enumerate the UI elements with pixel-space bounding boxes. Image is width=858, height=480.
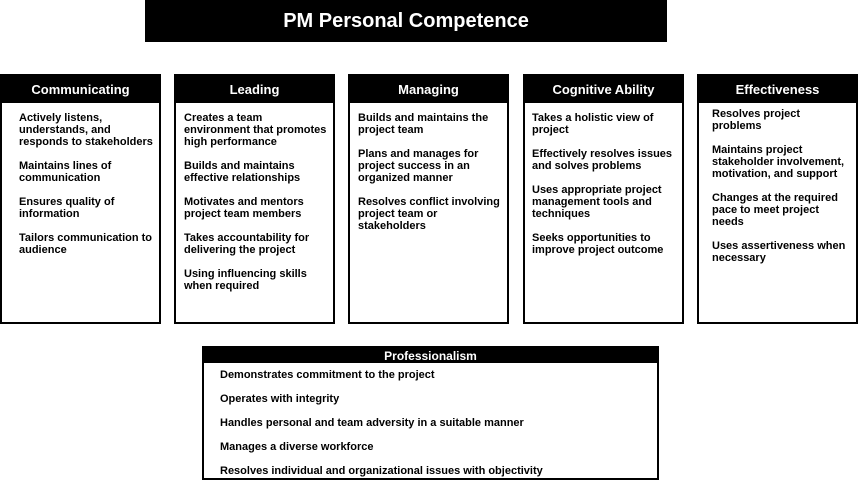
competence-column-managing [348,74,509,324]
column-item-list [350,103,507,232]
competence-column-communicating [0,74,161,324]
column-heading: Managing [350,76,507,103]
competence-column-effectiveness [697,74,858,324]
list-item: Builds and maintains effective relationships [184,160,301,184]
competence-box-professionalism [202,346,659,480]
list-item: Maintains project stakeholder involvement, motivation, and support [712,144,845,180]
list-item: Builds and maintains the project team [358,112,489,136]
list-item: Changes at the required pace to meet project needs [712,192,838,228]
column-heading: Leading [176,76,333,103]
list-item: Using influencing skills when required [184,268,307,292]
professionalism-heading: Professionalism [204,348,657,363]
column-item-list [525,103,682,256]
list-item: Tailors communication to audience [19,232,153,256]
list-item: Ensures quality of information [19,196,115,220]
diagram-title: PM Personal Competence [145,0,667,42]
list-item: Handles personal and team adversity in a suitable manner [220,417,524,429]
list-item: Resolves conflict involving project team or stakeholders [358,196,500,232]
list-item: Creates a team environment that promotes high performance [184,112,327,148]
list-item: Uses appropriate project management tools and techniques [532,184,662,220]
competence-column-leading [174,74,335,324]
list-item: Motivates and mentors project team members [184,196,304,220]
column-item-list [699,103,856,264]
professionalism-item-list [204,363,657,477]
column-heading: Communicating [2,76,159,103]
list-item: Effectively resolves issues and solves problems [532,148,673,172]
list-item: Resolves individual and organizational issues with objectivity [220,465,543,477]
column-heading: Effectiveness [699,76,856,103]
list-item: Demonstrates commitment to the project [220,369,435,381]
list-item: Operates with integrity [220,393,340,405]
list-item: Plans and manages for project success in an organized manner [358,148,479,184]
competence-column-cognitive-ability [523,74,684,324]
list-item: Takes a holistic view of project [532,112,654,136]
column-heading: Cognitive Ability [525,76,682,103]
list-item: Resolves project problems [712,108,801,132]
list-item: Uses assertiveness when necessary [712,240,846,264]
list-item: Seeks opportunities to improve project outcome [532,232,664,256]
column-item-list [176,103,333,292]
list-item: Manages a diverse workforce [220,441,374,453]
column-item-list [2,103,159,256]
list-item: Actively listens, understands, and responds to stakeholders [19,112,153,148]
list-item: Maintains lines of communication [19,160,112,184]
list-item: Takes accountability for delivering the project [184,232,310,256]
